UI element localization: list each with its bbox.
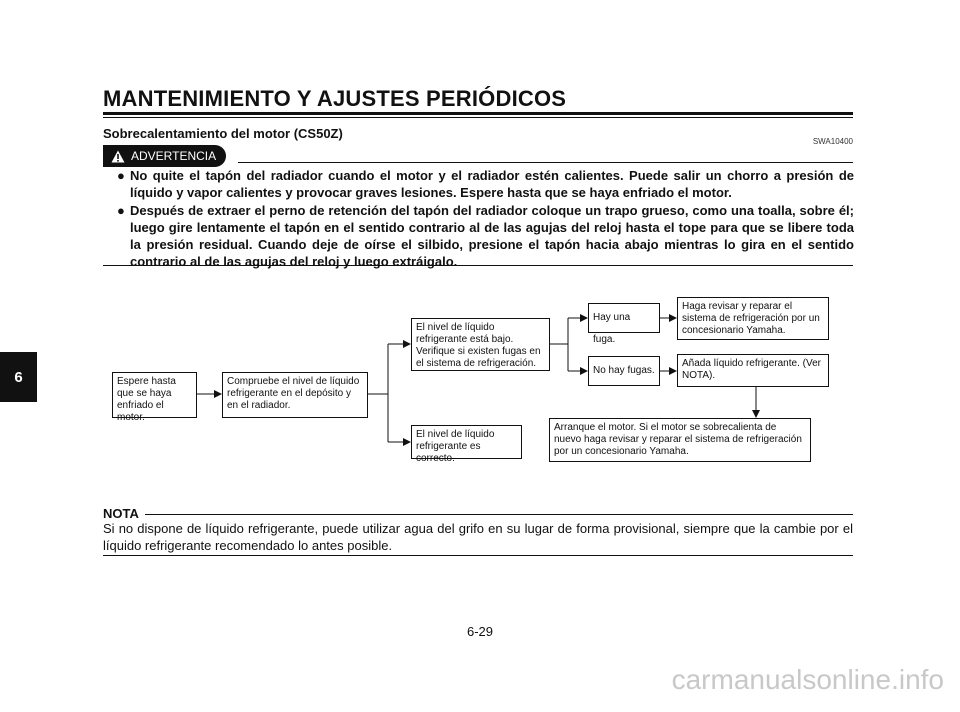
watermark: carmanualsonline.info: [671, 664, 944, 695]
flow-box-restart-engine: Arranque el motor. Si el motor se sobrecalienta de nuevo haga revisar y reparar el sistema de refrigeración por un concesionario Yamaha.: [549, 418, 811, 462]
warning-item-text: No quite el tapón del radiador cuando el motor y el radiador estén calientes. Puede salir un chorro a presión de líquido y vapor calientes y provocar graves lesiones. Espere hasta que se haya enfriado el motor.: [130, 168, 854, 200]
flow-box-no-leak: No hay fugas.: [588, 356, 660, 386]
note-rule: [145, 514, 853, 515]
bullet-icon: ●: [117, 168, 125, 183]
flow-box-add-coolant: Añada líquido refrigerante. (Ver NOTA).: [677, 354, 829, 387]
page-title: MANTENIMIENTO Y AJUSTES PERIÓDICOS: [103, 86, 567, 111]
warning-label: ADVERTENCIA: [131, 149, 217, 163]
flow-box-check: Compruebe el nivel de líquido refrigerante en el depósito y en el radiador.: [222, 372, 368, 418]
flow-box-level-ok: El nivel de líquido refrigerante es correcto.: [411, 425, 522, 459]
flow-box-wait: Espere hasta que se haya enfriado el motor.: [112, 372, 197, 418]
flow-box-repair: Haga revisar y reparar el sistema de refrigeración por un concesionario Yamaha.: [677, 297, 829, 340]
chapter-tab: 6: [0, 352, 37, 402]
warning-item-text: Después de extraer el perno de retención del tapón del radiador coloque un trapo grueso, como una toalla, sobre él; luego gire lentamente el tapón en el sentido contrario al de las agujas del reloj hasta el tope para que se libere toda la presión residual. Cuando deje de oírse el silbido, presione el tapón hacia abajo mientras lo gira en el sentido contrario al de las agujas del reloj y luego extráigalo.: [130, 203, 854, 269]
note-end-rule: [103, 555, 853, 556]
flow-box-level-low: El nivel de líquido refrigerante está bajo. Verifique si existen fugas en el sistema de refrigeración.: [411, 318, 550, 371]
bullet-icon: ●: [117, 203, 125, 218]
section-title: Sobrecalentamiento del motor (CS50Z): [103, 126, 343, 141]
reference-code: SWA10400: [812, 137, 853, 146]
page-number: 6-29: [466, 624, 494, 639]
note-label: NOTA: [103, 506, 139, 521]
flow-box-leak: Hay una fuga.: [588, 303, 660, 333]
note-text: Si no dispone de líquido refrigerante, puede utilizar agua del grifo en su lugar de forma provisional, siempre que la cambie por el líquido refrigerante recomendado lo antes posible.: [103, 521, 853, 553]
